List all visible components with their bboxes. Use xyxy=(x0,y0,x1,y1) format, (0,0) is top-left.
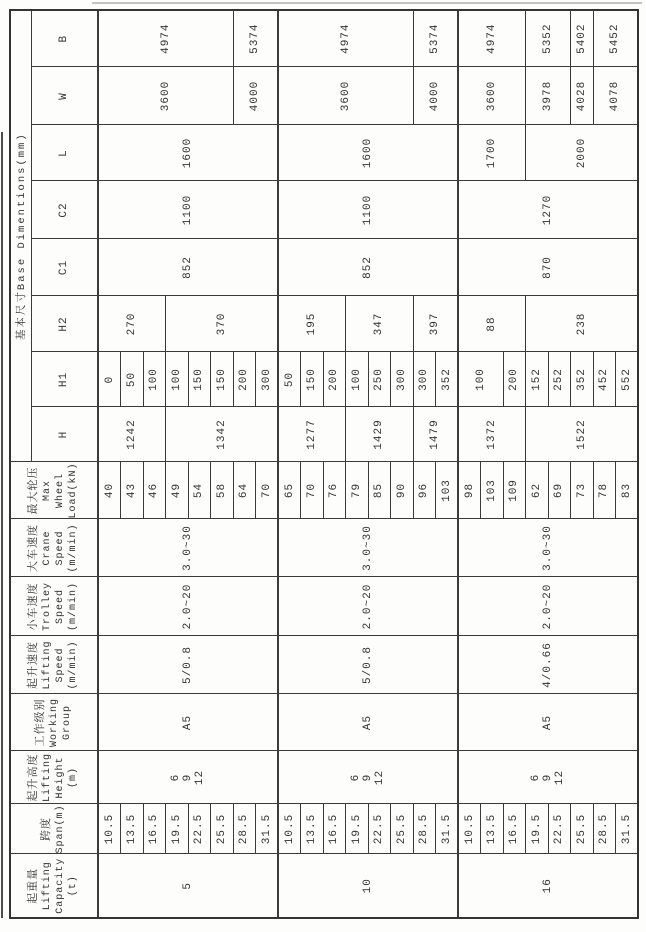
cell-capacity: 16 xyxy=(458,854,638,918)
cell-span: 25.5 xyxy=(391,804,414,854)
cell-height xyxy=(278,751,458,804)
col-header-line: (m/min) xyxy=(68,523,79,573)
col-header-work-group xyxy=(10,694,98,751)
cell-h1: 200 xyxy=(323,352,346,407)
cell-span: 16.5 xyxy=(323,804,346,854)
col-header-line: 起升速度 xyxy=(28,641,40,689)
base-dim-col-l: L xyxy=(31,125,98,181)
cell-wheel-load: 85 xyxy=(368,462,391,519)
base-dim-col-h: H xyxy=(31,407,98,462)
cell-l: 2000 xyxy=(526,125,639,181)
cell-h1: 152 xyxy=(526,352,549,407)
cell-wheel-load: 109 xyxy=(503,462,526,519)
cell-trolley-speed: 2.0~20 xyxy=(98,577,278,636)
col-header-line: Speed xyxy=(55,530,66,566)
cell-work-group: A5 xyxy=(458,694,638,751)
cell-span: 16.5 xyxy=(143,804,166,854)
cell-work-group: A5 xyxy=(278,694,458,751)
cell-c2: 1100 xyxy=(278,181,458,239)
col-header-line: Lifting xyxy=(42,640,53,690)
col-header-span xyxy=(10,804,98,854)
cell-h: 1429 xyxy=(346,407,414,462)
col-header-line: 起重量 xyxy=(28,867,40,904)
table-header xyxy=(10,10,98,918)
height-line: 9 xyxy=(182,773,194,782)
cell-c2: 1270 xyxy=(458,181,638,239)
cell-b: 5352 xyxy=(526,10,571,67)
cell-h1: 150 xyxy=(211,352,234,407)
col-header-crane-speed xyxy=(10,519,98,577)
cell-h1: 150 xyxy=(188,352,211,407)
col-header-line: Capacity xyxy=(55,857,66,914)
cell-w: 3600 xyxy=(278,67,413,125)
cell-wheel-load: 46 xyxy=(143,462,166,519)
cell-w: 4000 xyxy=(233,67,278,125)
cell-capacity: 5 xyxy=(98,854,278,918)
cell-b: 4974 xyxy=(278,10,413,67)
cell-wheel-load: 64 xyxy=(233,462,256,519)
col-header-line: Max xyxy=(42,480,53,502)
cell-wheel-load: 69 xyxy=(548,462,571,519)
cell-h2: 370 xyxy=(166,296,279,352)
cell-b: 5374 xyxy=(413,10,458,67)
height-line: 6 xyxy=(530,773,542,782)
cell-h: 1277 xyxy=(278,407,346,462)
base-dims-group-header: 基本尺寸Base Dimentions(mm) xyxy=(10,10,31,462)
cell-span: 16.5 xyxy=(503,804,526,854)
base-dim-col-h2: H2 xyxy=(31,296,98,352)
cell-c2: 1100 xyxy=(98,181,278,239)
cell-b: 5402 xyxy=(571,10,594,67)
col-header-line: 大车速度 xyxy=(28,524,40,572)
cell-span: 19.5 xyxy=(346,804,369,854)
cell-c1: 870 xyxy=(458,239,638,296)
col-header-capacity xyxy=(10,854,98,918)
col-header-line: Lifting xyxy=(42,861,53,911)
cell-h2: 270 xyxy=(98,296,166,352)
cell-wheel-load: 58 xyxy=(211,462,234,519)
cell-span: 28.5 xyxy=(593,804,616,854)
col-header-line: 工作级别 xyxy=(34,698,47,747)
cell-h1: 200 xyxy=(233,352,256,407)
cell-wheel-load: 96 xyxy=(413,462,436,519)
col-header-trolley-speed xyxy=(10,577,98,636)
cell-wheel-load: 54 xyxy=(188,462,211,519)
cell-wheel-load: 79 xyxy=(346,462,369,519)
cell-span: 13.5 xyxy=(481,804,504,854)
cell-span: 25.5 xyxy=(571,804,594,854)
height-line: 12 xyxy=(554,769,566,786)
cell-w: 4078 xyxy=(593,67,638,125)
cell-span: 13.5 xyxy=(301,804,324,854)
cell-h: 1242 xyxy=(98,407,166,462)
cell-h2: 397 xyxy=(413,296,458,352)
col-header-line: Group xyxy=(61,705,73,741)
cell-span: 31.5 xyxy=(256,804,279,854)
cell-h2: 88 xyxy=(458,296,526,352)
spec-row xyxy=(458,10,481,918)
cell-wheel-load: 43 xyxy=(121,462,144,519)
cell-h2: 195 xyxy=(278,296,346,352)
cell-span: 28.5 xyxy=(413,804,436,854)
cell-h2: 238 xyxy=(526,296,639,352)
col-header-line: Lifting xyxy=(42,753,53,803)
cell-w: 3978 xyxy=(526,67,571,125)
cell-h1: 300 xyxy=(256,352,279,407)
cell-wheel-load: 70 xyxy=(301,462,324,519)
col-header-line: (m) xyxy=(68,767,79,789)
cell-h1: 200 xyxy=(503,352,526,407)
cell-h1: 352 xyxy=(436,352,459,407)
table-body xyxy=(98,10,638,918)
cell-h: 1479 xyxy=(413,407,458,462)
height-line: 6 xyxy=(350,773,362,782)
col-header-line: 跨度 xyxy=(41,817,53,841)
cell-h1: 50 xyxy=(121,352,144,407)
scan-edge-artifact-top xyxy=(92,2,642,4)
cell-crane-speed: 3.0~30 xyxy=(98,519,278,577)
cell-b: 5452 xyxy=(593,10,638,67)
cell-span: 10.5 xyxy=(458,804,481,854)
spec-row xyxy=(278,10,301,918)
col-header-line: Speed xyxy=(55,589,66,625)
cell-wheel-load: 76 xyxy=(323,462,346,519)
cell-h1: 100 xyxy=(346,352,369,407)
cell-wheel-load: 83 xyxy=(616,462,639,519)
cell-wheel-load: 103 xyxy=(436,462,459,519)
cell-h1: 250 xyxy=(368,352,391,407)
cell-wheel-load: 73 xyxy=(571,462,594,519)
cell-crane-speed: 3.0~30 xyxy=(458,519,638,577)
col-header-line: (m/min) xyxy=(68,640,79,690)
height-line: 12 xyxy=(194,769,206,786)
cell-wheel-load: 62 xyxy=(526,462,549,519)
cell-wheel-load: 78 xyxy=(593,462,616,519)
cell-wheel-load: 90 xyxy=(391,462,414,519)
col-header-line: 起升高度 xyxy=(28,753,40,802)
cell-span: 22.5 xyxy=(548,804,571,854)
crane-spec-table xyxy=(9,9,639,919)
cell-wheel-load: 70 xyxy=(256,462,279,519)
base-dim-col-h1: H1 xyxy=(31,352,98,407)
cell-c1: 852 xyxy=(278,239,458,296)
cell-w: 3600 xyxy=(98,67,233,125)
cell-span: 25.5 xyxy=(211,804,234,854)
cell-w: 3600 xyxy=(458,67,526,125)
cell-l: 1700 xyxy=(458,125,526,181)
base-dim-col-c1: C1 xyxy=(31,239,98,296)
cell-b: 4974 xyxy=(458,10,526,67)
cell-span: 10.5 xyxy=(278,804,301,854)
cell-trolley-speed: 2.0~20 xyxy=(278,577,458,636)
col-header-wheel-load xyxy=(10,462,98,519)
col-header-line: Height xyxy=(55,756,66,799)
base-dim-col-b: B xyxy=(31,10,98,67)
cell-span: 22.5 xyxy=(188,804,211,854)
cell-l: 1600 xyxy=(278,125,458,181)
cell-h: 1522 xyxy=(526,407,639,462)
cell-work-group: A5 xyxy=(98,694,278,751)
cell-wheel-load: 103 xyxy=(481,462,504,519)
cell-lifting-speed: 5/0.8 xyxy=(98,636,278,694)
height-line: 9 xyxy=(542,773,554,782)
col-header-line: Load(kN) xyxy=(68,462,79,519)
cell-height xyxy=(458,751,638,804)
cell-h1: 100 xyxy=(166,352,189,407)
cell-capacity: 10 xyxy=(278,854,458,918)
base-dim-col-w: W xyxy=(31,67,98,125)
col-header-line: Speed xyxy=(55,647,66,683)
cell-wheel-load: 49 xyxy=(166,462,189,519)
cell-lifting-speed: 4/0.66 xyxy=(458,636,638,694)
cell-w: 4028 xyxy=(571,67,594,125)
header-group-row xyxy=(10,10,31,918)
cell-trolley-speed: 2.0~20 xyxy=(458,577,638,636)
cell-w: 4000 xyxy=(413,67,458,125)
cell-span: 19.5 xyxy=(166,804,189,854)
cell-h1: 100 xyxy=(458,352,503,407)
height-line: 12 xyxy=(374,769,386,786)
cell-crane-speed: 3.0~30 xyxy=(278,519,458,577)
col-header-line: (m/min) xyxy=(68,582,79,632)
col-header-line: 最大轮压 xyxy=(28,466,40,515)
cell-lifting-speed: 5/0.8 xyxy=(278,636,458,694)
cell-h1: 300 xyxy=(391,352,414,407)
cell-h1: 150 xyxy=(301,352,324,407)
col-header-height xyxy=(10,751,98,804)
scan-edge-artifact-left xyxy=(1,132,3,918)
cell-b: 5374 xyxy=(233,10,278,67)
col-header-lifting-speed xyxy=(10,636,98,694)
cell-h1: 100 xyxy=(143,352,166,407)
cell-h1: 50 xyxy=(278,352,301,407)
cell-h1: 452 xyxy=(593,352,616,407)
col-header-line: Span(m) xyxy=(55,804,66,854)
cell-span: 28.5 xyxy=(233,804,256,854)
cell-h1: 352 xyxy=(571,352,594,407)
cell-span: 31.5 xyxy=(616,804,639,854)
height-line: 9 xyxy=(362,773,374,782)
cell-h: 1342 xyxy=(166,407,279,462)
cell-l: 1600 xyxy=(98,125,278,181)
col-header-line: Crane xyxy=(42,530,53,566)
height-line: 6 xyxy=(170,773,182,782)
cell-h: 1372 xyxy=(458,407,526,462)
cell-h1: 552 xyxy=(616,352,639,407)
cell-span: 31.5 xyxy=(436,804,459,854)
base-dim-col-c2: C2 xyxy=(31,181,98,239)
cell-wheel-load: 98 xyxy=(458,462,481,519)
col-header-line: 小车速度 xyxy=(28,582,40,631)
col-header-line: (t) xyxy=(68,875,79,897)
spec-row xyxy=(98,10,121,918)
cell-span: 10.5 xyxy=(98,804,121,854)
cell-wheel-load: 40 xyxy=(98,462,121,519)
cell-span: 19.5 xyxy=(526,804,549,854)
cell-h1: 252 xyxy=(548,352,571,407)
col-header-line: Trolley xyxy=(42,582,53,632)
col-header-line: Wheel xyxy=(55,473,66,509)
cell-h2: 347 xyxy=(346,296,414,352)
cell-span: 22.5 xyxy=(368,804,391,854)
cell-b: 4974 xyxy=(98,10,233,67)
cell-span: 13.5 xyxy=(121,804,144,854)
cell-h1: 0 xyxy=(98,352,121,407)
col-header-line: Working xyxy=(48,698,60,748)
cell-height xyxy=(98,751,278,804)
cell-h1: 300 xyxy=(413,352,436,407)
cell-c1: 852 xyxy=(98,239,278,296)
cell-wheel-load: 65 xyxy=(278,462,301,519)
